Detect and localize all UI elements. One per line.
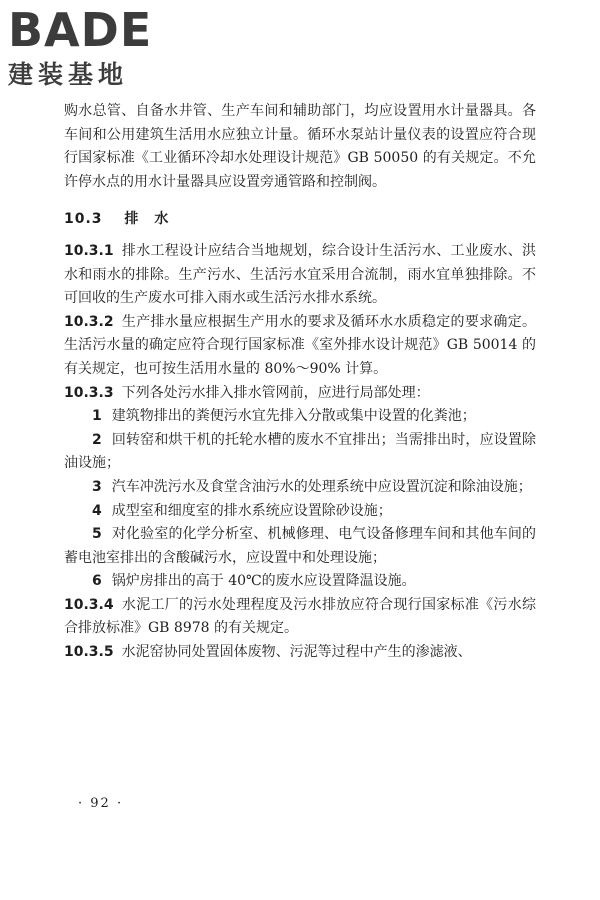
item-text: 成型室和细度室的排水系统应设置除砂设施；: [111, 502, 392, 519]
clause-number: 10.3.3: [64, 384, 114, 401]
clause-text: 下列各处污水排入排水管网前，应进行局部处理：: [121, 384, 430, 401]
section-number: 10.3: [64, 211, 103, 228]
intro-paragraph: 购水总管、自备水井管、生产车间和辅助部门，均应设置用水计量器具。各车间和公用建筑生活用水应独立计量。循环水泵站计量仪表的设置应符合现行国家标准《工业循环冷却水处理设计规范》GB 50050 的有关规定。不允许停水点的用水计量器具应设置旁通管路和控制阀。: [64, 103, 536, 190]
clause-text: 生产排水量应根据生产用水的要求及循环水水质稳定的要求确定。生活污水量的确定应符合现行国家标准《室外排水设计规范》GB 50014 的有关规定，也可按生活用水量的 80%～90% 计算。: [64, 313, 536, 377]
list-item: [64, 476, 536, 500]
clause-paragraph: [64, 382, 536, 406]
section-title-text: 排 水: [124, 211, 170, 228]
clause-paragraph: [64, 311, 536, 382]
item-text: 锅炉房排出的高于 40℃的废水应设置降温设施。: [111, 573, 416, 590]
list-item: [64, 523, 536, 570]
logo-wordmark: BADE: [8, 3, 153, 57]
list-item: [64, 500, 536, 524]
item-number: 1: [92, 408, 102, 425]
list-item: [64, 570, 536, 594]
logo: [8, 3, 188, 98]
clause-number: 10.3.2: [64, 313, 114, 330]
item-number: 3: [92, 478, 102, 495]
item-number: 6: [92, 573, 102, 590]
clause-text: 排水工程设计应结合当地规划，综合设计生活污水、工业废水、洪水和雨水的排除。生产污水、生活污水宜采用合流制，雨水宜单独排除。不可回收的生产废水可排入雨水或生活污水排水系统。: [64, 242, 536, 307]
clause-paragraph: [64, 641, 536, 665]
clause-number: 10.3.5: [64, 644, 114, 661]
item-number: 2: [92, 431, 102, 448]
clause-paragraph: [64, 594, 536, 641]
list-item: [64, 405, 536, 429]
clause-text: 水泥工厂的污水处理程度及污水排放应符合现行国家标准《污水综合排放标准》GB 8978 的有关规定。: [64, 596, 536, 637]
page-content: [64, 100, 536, 665]
clause-text: 水泥窑协同处置固体废物、污泥等过程中产生的渗滤液、: [121, 644, 472, 661]
item-text: 汽车冲洗污水及食堂含油污水的处理系统中应设置沉淀和除油设施；: [111, 478, 532, 495]
clause-number: 10.3.1: [64, 242, 114, 259]
section-heading: [64, 208, 536, 232]
item-text: 回转窑和烘干机的托轮水槽的废水不宜排出；当需排出时，应设置除油设施；: [64, 431, 536, 472]
clause-paragraph: [64, 240, 536, 311]
item-number: 5: [92, 526, 102, 543]
clause-number: 10.3.4: [64, 596, 114, 613]
item-text: 对化验室的化学分析室、机械修理、电气设备修理车间和其他车间的蓄电池室排出的含酸碱污水，应设置中和处理设施；: [64, 526, 536, 566]
item-number: 4: [92, 502, 102, 519]
list-item: [64, 429, 536, 476]
item-text: 建筑物排出的粪便污水宜先排入分散或集中设置的化粪池；: [111, 408, 476, 425]
logo-subtitle: 建装基地: [8, 60, 129, 89]
page-number: · 92 ·: [78, 796, 124, 811]
